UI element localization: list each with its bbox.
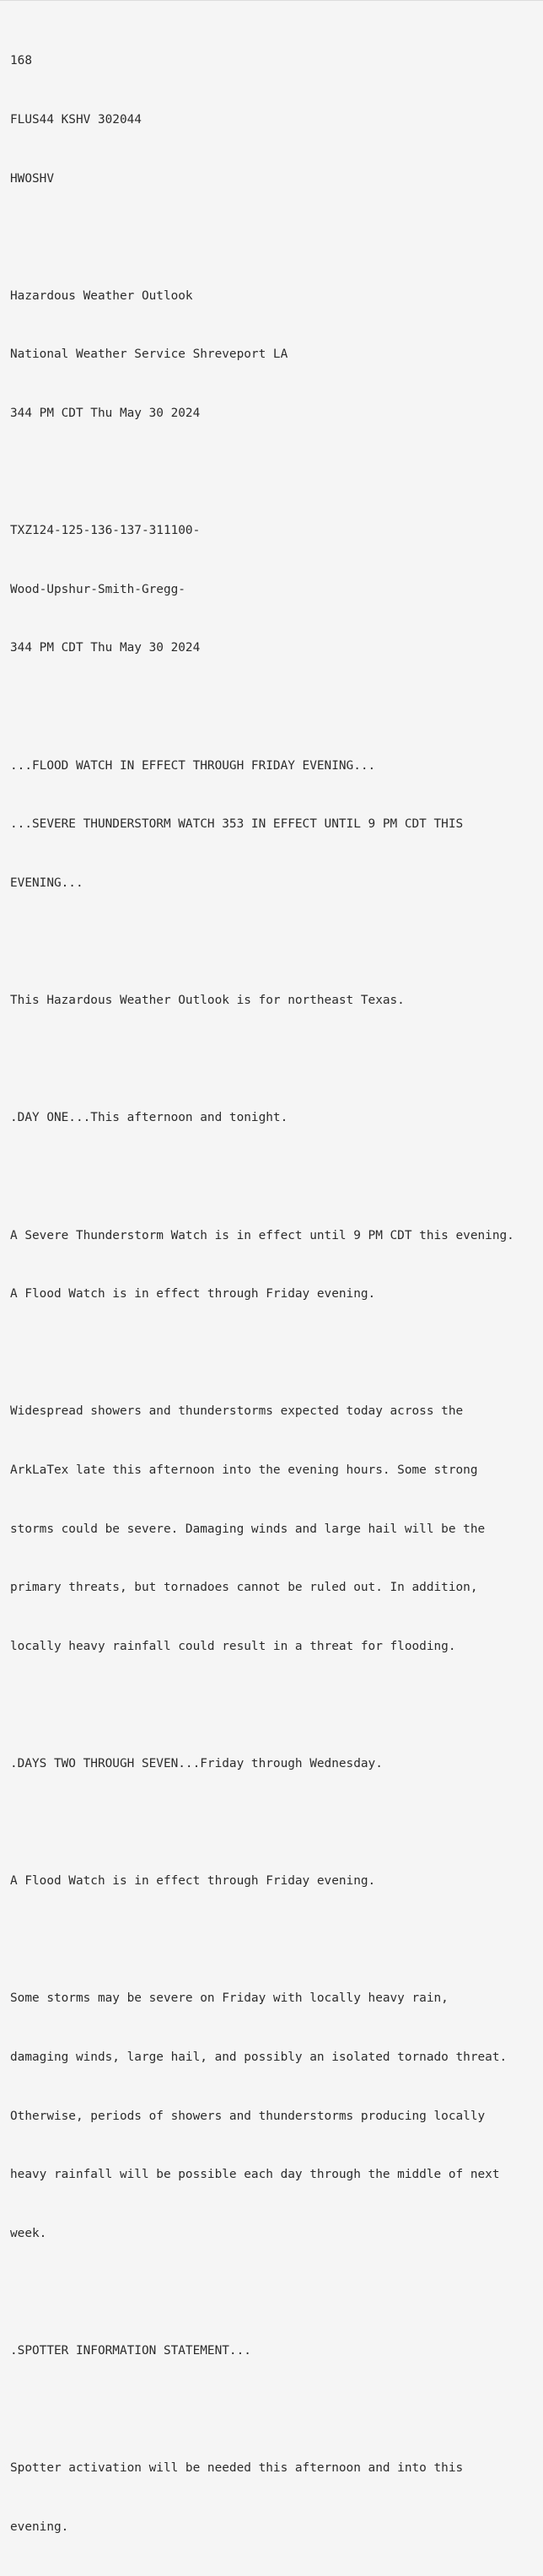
- segment-issue-time: 344 PM CDT Thu May 30 2024: [10, 641, 201, 655]
- blank-line: [10, 228, 533, 247]
- blank-line: [10, 1931, 533, 1950]
- county-list: Wood-Upshur-Smith-Gregg-: [10, 582, 185, 596]
- day-one-text-line: storms could be severe. Damaging winds and large hail will be the: [10, 1522, 486, 1536]
- day-one-text-line: A Severe Thunderstorm Watch is in effect until 9 PM CDT this evening.: [10, 1228, 514, 1242]
- headline-flood-watch: ...FLOOD WATCH IN EFFECT THROUGH FRIDAY EVENING...: [10, 758, 376, 773]
- spotter-text-line: Spotter activation will be needed this afternoon and into this: [10, 2461, 464, 2476]
- blank-line: [10, 2282, 533, 2302]
- headline-severe-watch: ...SEVERE THUNDERSTORM WATCH 353 IN EFFECT UNTIL 9 PM CDT THIS: [10, 817, 464, 832]
- blank-line: [10, 1344, 533, 1363]
- blank-line: [10, 1167, 533, 1187]
- blank-line: [10, 1050, 533, 1070]
- day-one-text-line: ArkLaTex late this afternoon into the evening hours. Some strong: [10, 1463, 478, 1477]
- blank-line: [10, 698, 533, 717]
- days-two-seven-text-line: Some storms may be severe on Friday with locally heavy rain,: [10, 1991, 449, 2006]
- day-one-text-line: primary threats, but tornadoes cannot be ruled out. In addition,: [10, 1581, 478, 1595]
- day-one-text-line: A Flood Watch is in effect through Friday evening.: [10, 1287, 376, 1301]
- hazardous-weather-outlook-text: [0, 1, 543, 2576]
- ugc-line: TXZ124-125-136-137-311100-: [10, 524, 201, 538]
- sequence-number: 168: [10, 54, 32, 68]
- issue-time: 344 PM CDT Thu May 30 2024: [10, 407, 201, 421]
- blank-line: [10, 1813, 533, 1833]
- headline-severe-watch-cont: EVENING...: [10, 876, 83, 890]
- product-title: Hazardous Weather Outlook: [10, 288, 193, 303]
- day-one-text-line: Widespread showers and thunderstorms expected today across the: [10, 1404, 464, 1419]
- days-two-seven-text-line: week.: [10, 2226, 47, 2240]
- wmo-header: FLUS44 KSHV 302044: [10, 113, 142, 127]
- days-two-seven-text-line: Otherwise, periods of showers and thunderstorms producing locally: [10, 2109, 486, 2123]
- day-one-text-line: locally heavy rainfall could result in a threat for flooding.: [10, 1639, 456, 1653]
- blank-line: [10, 2401, 533, 2420]
- blank-line: [10, 933, 533, 952]
- day-one-heading: .DAY ONE...This afternoon and tonight.: [10, 1111, 288, 1125]
- days-two-seven-text-line: damaging winds, large hail, and possibly an isolated tornado threat.: [10, 2050, 508, 2064]
- days-two-seven-heading: .DAYS TWO THROUGH SEVEN...Friday through Wednesday.: [10, 1756, 383, 1770]
- awips-id: HWOSHV: [10, 171, 54, 186]
- days-two-seven-text-line: heavy rainfall will be possible each day through the middle of next: [10, 2168, 500, 2182]
- issuing-office: National Weather Service Shreveport LA: [10, 348, 288, 362]
- days-two-seven-text-line: A Flood Watch is in effect through Friday evening.: [10, 1874, 376, 1889]
- blank-line: [10, 1695, 533, 1715]
- area-statement: This Hazardous Weather Outlook is for northeast Texas.: [10, 994, 405, 1008]
- spotter-text-line: evening.: [10, 2519, 69, 2534]
- spotter-heading: .SPOTTER INFORMATION STATEMENT...: [10, 2344, 251, 2358]
- blank-line: [10, 463, 533, 482]
